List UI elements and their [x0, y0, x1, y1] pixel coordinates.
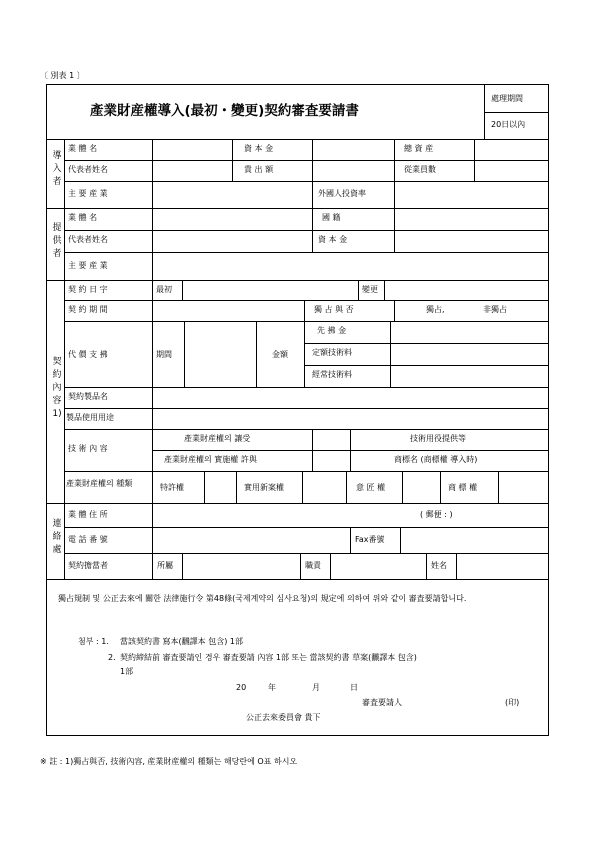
dept-label: 所屬	[157, 561, 173, 570]
ip-utility-option[interactable]: 實用新案權	[244, 483, 284, 492]
section-contact: 連 絡 處	[52, 519, 62, 555]
intro-capital-field[interactable]	[313, 140, 393, 159]
section-contract: 契 約 內 容 1)	[52, 357, 62, 419]
intro-assets-label: 總 資 産	[404, 144, 434, 153]
intro-exports-label: 貴 出 額	[244, 165, 274, 174]
usage-field[interactable]	[153, 409, 548, 428]
section-introducer: 導 入 者	[52, 151, 62, 187]
ip-type-label: 產業財産權의 種類	[66, 479, 133, 488]
position-field[interactable]	[331, 554, 425, 578]
intro-employees-label: 從業員數	[404, 165, 436, 174]
intro-company-label: 業 體 名	[68, 144, 98, 153]
attach-label: 첨부 : 1.	[78, 637, 109, 646]
name-label: 姓名	[431, 561, 447, 570]
intro-product-field[interactable]	[153, 182, 311, 207]
date-label: 契 約 日 字	[68, 285, 108, 294]
payment-label: 代 價 支 拂	[68, 350, 108, 359]
address-label: 業 體 住 所	[68, 510, 108, 519]
running-fee-label: 經常技術料	[312, 370, 352, 379]
date-day-unit: 日	[350, 683, 358, 692]
intro-employees-field[interactable]	[475, 161, 548, 180]
prov-product-label: 主 要 産 業	[68, 261, 108, 270]
phone-field[interactable]	[153, 528, 349, 552]
seal-mark[interactable]: (印)	[505, 698, 520, 707]
statement-body: 獨占規制 및 公正去來에 關한 法律施行令 第48條(국제계약의 심사요청)의 規定에 의하여 위와 같이 審査要請합니다.	[58, 594, 467, 603]
period-field[interactable]	[153, 301, 303, 320]
product-label: 契約製品名	[68, 392, 108, 401]
dept-field[interactable]	[183, 554, 299, 578]
prov-nationality-field[interactable]	[395, 209, 548, 229]
intro-capital-label: 資 本 金	[244, 144, 274, 153]
intro-exports-field[interactable]	[313, 161, 393, 180]
intro-rep-field[interactable]	[153, 161, 231, 180]
prov-rep-label: 代表者姓名	[68, 235, 108, 244]
fixed-fee-field[interactable]	[391, 344, 548, 364]
attach-item-2: 契約締結前 審査要請인 경우 審査要請 內容 1部 또는 當該契約書 草案(飜譯本 包含)	[120, 653, 417, 662]
date-initial-label: 最初	[156, 285, 172, 294]
intro-foreign-label: 外國人投資率	[318, 189, 366, 198]
product-field[interactable]	[153, 388, 548, 407]
date-year-unit: 年	[268, 683, 276, 692]
intro-foreign-field[interactable]	[395, 182, 548, 207]
running-fee-field[interactable]	[391, 366, 548, 386]
name-field[interactable]	[457, 554, 548, 578]
section-provider: 提 供 者	[52, 223, 62, 259]
exclusive-option[interactable]: 獨占,	[426, 305, 445, 314]
pay-amount-label: 金額	[272, 350, 288, 359]
date-month-unit: 月	[312, 683, 320, 692]
prov-company-field[interactable]	[153, 209, 311, 229]
non-exclusive-option[interactable]: 非獨占	[483, 305, 507, 314]
date-year[interactable]: 20	[236, 683, 247, 692]
tech-service-option[interactable]: 技術用役提供等	[410, 434, 466, 443]
annex-label: 〔 別表 1 〕	[40, 71, 85, 80]
intro-company-field[interactable]	[153, 140, 231, 159]
pay-period-label: 期間	[156, 350, 172, 359]
prov-company-label: 業 體 名	[68, 213, 98, 222]
period-label: 契 約 期 間	[68, 305, 108, 314]
fax-field[interactable]	[401, 528, 548, 552]
person-label: 契約擔當者	[68, 561, 108, 570]
tech-transfer-option[interactable]: 產業財産權의 讓受	[184, 434, 251, 443]
position-label: 職責	[305, 561, 321, 570]
address-field[interactable]	[153, 504, 413, 526]
attach-item-2-num: 2.	[108, 653, 116, 662]
tech-license-option[interactable]: 產業財産權의 實施權 許與	[164, 455, 257, 464]
prov-capital-label: 資 本 金	[318, 235, 348, 244]
upfront-label: 先 拂 金	[317, 326, 347, 335]
prov-capital-field[interactable]	[395, 231, 548, 251]
ip-design-option[interactable]: 意 匠 權	[356, 483, 386, 492]
tech-content-label: 技 術 內 容	[68, 444, 108, 453]
fixed-fee-label: 定額技術料	[312, 348, 352, 357]
postal-code-field[interactable]: ( 郵便 : )	[420, 510, 453, 519]
date-initial-field[interactable]	[183, 281, 357, 299]
attach-item-1: 當該契約書 寫本(飜譯本 包含) 1部	[120, 637, 243, 646]
exclusive-q-label: 獨 占 與 否	[314, 305, 354, 314]
phone-label: 電 話 番 號	[68, 535, 108, 544]
intro-product-label: 主 要 産 業	[68, 189, 108, 198]
prov-nationality-label: 國 籍	[322, 213, 341, 222]
intro-rep-label: 代表者姓名	[68, 165, 108, 174]
ip-trademark-option[interactable]: 商 標 權	[448, 483, 478, 492]
requester-label: 審査要請人	[362, 698, 402, 707]
fax-label: Fax番號	[355, 535, 385, 544]
prov-rep-field[interactable]	[153, 231, 311, 251]
intro-assets-field[interactable]	[475, 140, 548, 159]
processing-value: 20日以內	[491, 120, 526, 129]
prov-product-field[interactable]	[153, 253, 548, 279]
form-title: 產業財産權導入(最初・變更)契約審査要請書	[90, 103, 359, 119]
usage-label: 製品使用用途	[66, 413, 114, 422]
tech-trademark-option[interactable]: 商標名 (商標權 導入時)	[394, 455, 478, 464]
upfront-field[interactable]	[391, 322, 548, 342]
date-change-field[interactable]	[385, 281, 548, 299]
date-change-label: 變更	[362, 285, 378, 294]
footnote: ※ 註 : 1)獨占與否, 技術內容, 産業財産權의 種類는 해당란에 O표 하시오	[40, 757, 298, 766]
attach-item-2-cont: 1部	[120, 667, 134, 676]
recipient-label: 公正去來委員會 貴下	[246, 713, 321, 722]
pay-period-field[interactable]	[185, 322, 255, 386]
processing-label: 處理期間	[491, 94, 523, 103]
ip-patent-option[interactable]: 特許權	[160, 483, 184, 492]
